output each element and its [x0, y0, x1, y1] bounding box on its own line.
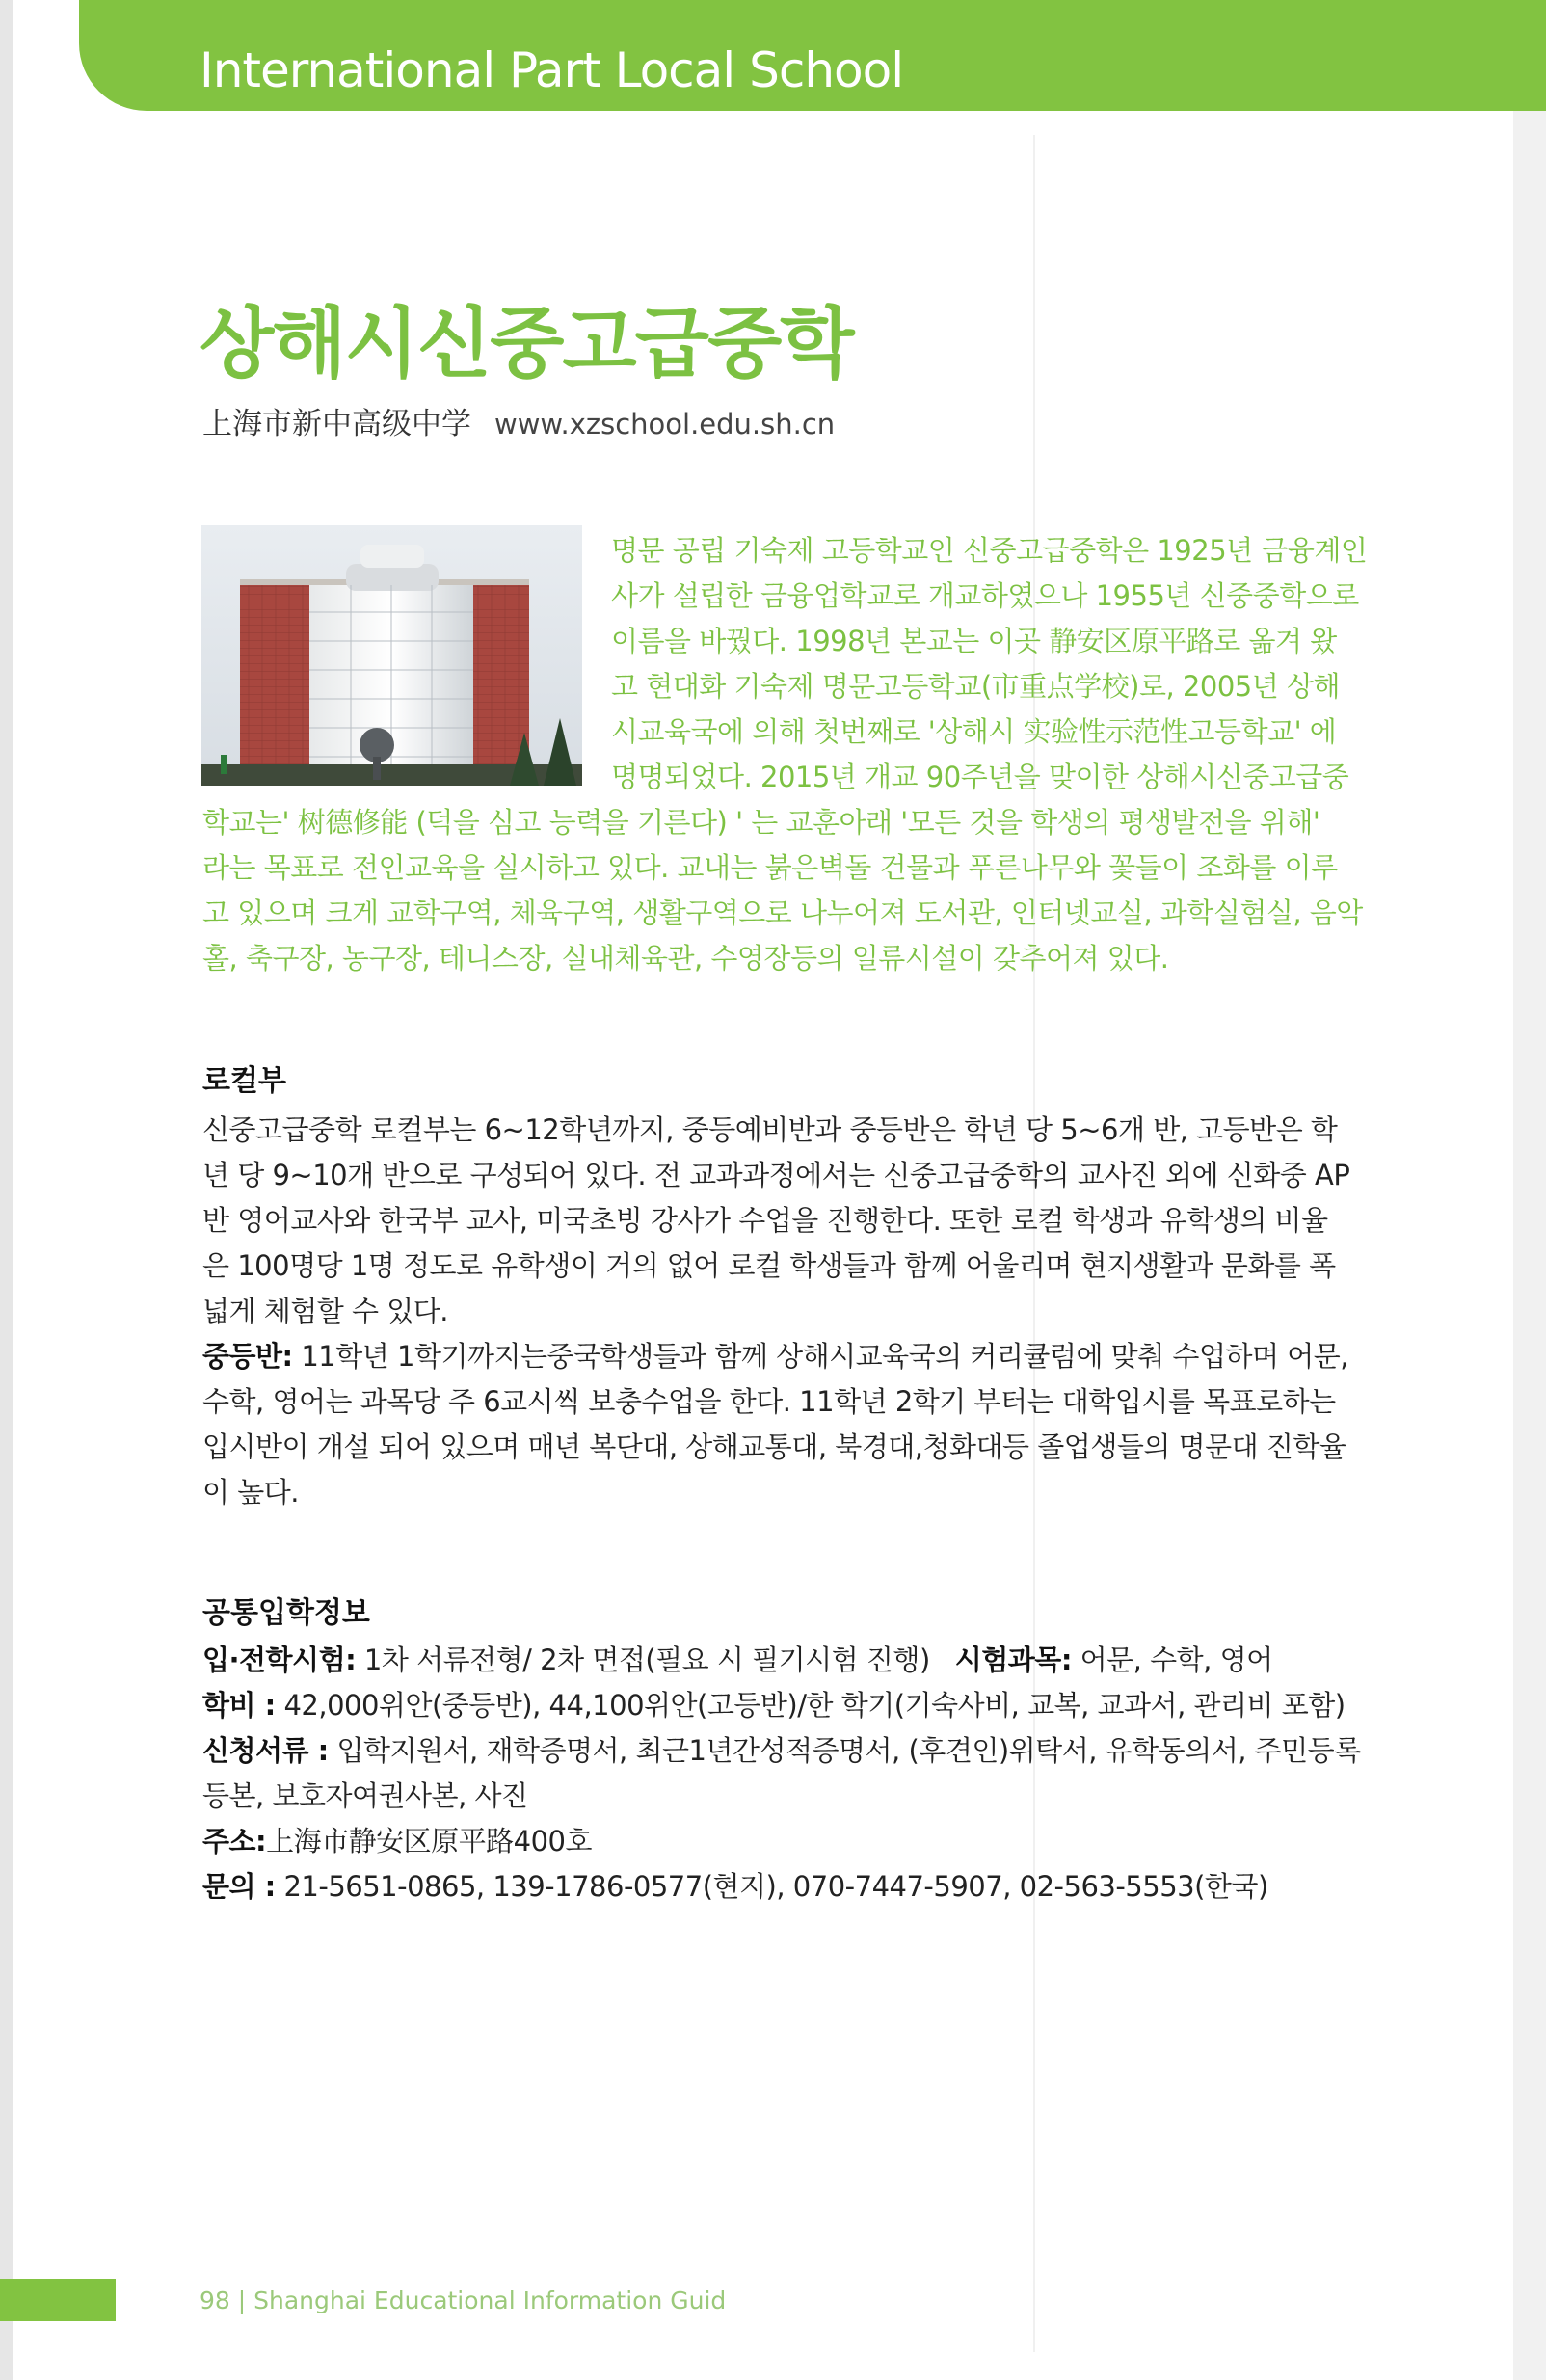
school-name-cn: 上海市新中高级中学 [202, 407, 471, 441]
intro-line: 명명되었다. 2015년 개교 90주년을 맞이한 상해시신중고급중 [611, 761, 1349, 793]
local-text-line: 신중고급중학 로컬부는 6~12학년까지, 중등예비반과 중등반은 학년 당 5~6개 반, 고등반은 학 [202, 1113, 1338, 1146]
intro-line: 홀, 축구장, 농구장, 테니스장, 실내체육관, 수영장등의 일류시설이 갖추어져 있다. [202, 942, 1169, 975]
local-text-line: 넓게 체험할 수 있다. [202, 1295, 448, 1327]
school-building-photo [201, 525, 582, 786]
page-edge-shadow [0, 0, 13, 2380]
school-url[interactable]: www.xzschool.edu.sh.cn [494, 408, 836, 441]
admission-docs-line-2: 등본, 보호자여권사본, 사진 [202, 1779, 528, 1812]
fee-label: 학비 : [202, 1689, 276, 1722]
admission-exam-line [202, 1639, 1273, 1678]
school-subtitle [202, 399, 835, 442]
admission-section-heading: 공통입학정보 [202, 1596, 370, 1630]
local-text-line: 년 당 9~10개 반으로 구성되어 있다. 전 교과과정에서는 신중고급중학의 교사진 외에 신화중 AP [202, 1159, 1350, 1191]
contact-value: 21-5651-0865, 139-1786-0577(현지), 070-7447-5907, 02-563-5553(한국) [275, 1870, 1268, 1903]
intro-line: 사가 설립한 금융업학교로 개교하였으나 1955년 신중중학으로 [611, 579, 1359, 612]
docs-label: 신청서류 : [202, 1734, 329, 1767]
page-margin-shadow [1513, 111, 1546, 2380]
intro-line: 명문 공립 기숙제 고등학교인 신중고급중학은 1925년 금융계인 [611, 534, 1368, 567]
subjects-value: 어문, 수학, 영어 [1071, 1644, 1273, 1676]
admission-docs-line [202, 1729, 1361, 1769]
middle-school-label: 중등반: [202, 1340, 293, 1373]
subjects-label: 시험과목: [954, 1644, 1072, 1676]
intro-line: 학교는' 树德修能 (덕을 심고 능력을 기른다) ' 는 교훈아래 '모든 것을 학생의 평생발전을 위해' [202, 806, 1320, 839]
middle-school-text: 11학년 1학기까지는중국학생들과 함께 상해시교육국의 커리큘럼에 맞춰 수업하며 어문, [292, 1340, 1348, 1373]
fee-value: 42,000위안(중등반), 44,100위안(고등반)/한 학기(기숙사비, 교복, 교과서, 관리비 포함) [275, 1689, 1346, 1722]
admission-contact-line [202, 1865, 1268, 1905]
contact-label: 문의 : [202, 1870, 276, 1903]
middle-school-text-line: 입시반이 개설 되어 있으며 매년 복단대, 상해교통대, 북경대,청화대등 졸업생들의 명문대 진학율 [202, 1431, 1346, 1463]
docs-value: 입학지원서, 재학증명서, 최근1년간성적증명서, (후견인)위탁서, 유학동의서, 주민등록 [328, 1734, 1361, 1767]
middle-school-text-line: 수학, 영어는 과목당 주 6교시씩 보충수업을 한다. 11학년 2학기 부터는 대학입시를 목표로하는 [202, 1385, 1336, 1418]
middle-school-text-line: 이 높다. [202, 1476, 299, 1509]
local-section-heading: 로컬부 [202, 1064, 286, 1098]
address-label: 주소: [202, 1825, 267, 1858]
exam-label: 입·전학시험: [202, 1644, 357, 1676]
footer-accent-bar [0, 2279, 116, 2321]
intro-line: 고 현대화 기숙제 명문고등학교(市重点学校)로, 2005년 상해 [611, 670, 1340, 703]
intro-line: 고 있으며 크게 교학구역, 체육구역, 생활구역으로 나누어져 도서관, 인터넷교실, 과학실험실, 음악 [202, 896, 1363, 929]
page-footer: 98 | Shanghai Educational Information Guid [200, 2286, 727, 2314]
intro-line: 이름을 바꿨다. 1998년 본교는 이곳 静安区原平路로 옮겨 왔 [611, 625, 1337, 657]
section-header-title: International Part Local School [200, 42, 904, 98]
local-text-line: 은 100명당 1명 정도로 유학생이 거의 없어 로컬 학생들과 함께 어울리며 현지생활과 문화를 폭 [202, 1249, 1336, 1282]
intro-line: 라는 목표로 전인교육을 실시하고 있다. 교내는 붉은벽돌 건물과 푸른나무와 꽃들이 조화를 이루 [202, 851, 1338, 884]
local-text-line: 반 영어교사와 한국부 교사, 미국초빙 강사가 수업을 진행한다. 또한 로컬 학생과 유학생의 비율 [202, 1204, 1328, 1237]
intro-line: 시교육국에 의해 첫번째로 '상해시 实验性示范性고등학교' 에 [611, 715, 1337, 748]
scan-fold-line [1033, 135, 1035, 2352]
admission-address-line [202, 1820, 592, 1859]
address-value: 上海市静安区原平路400호 [266, 1825, 593, 1858]
admission-fee-line [202, 1684, 1346, 1724]
exam-value: 1차 서류전형/ 2차 면접(필요 시 필기시험 진행) [356, 1644, 930, 1676]
school-title: 상해시신중고급중학 [200, 299, 853, 388]
middle-school-line [202, 1335, 1348, 1375]
